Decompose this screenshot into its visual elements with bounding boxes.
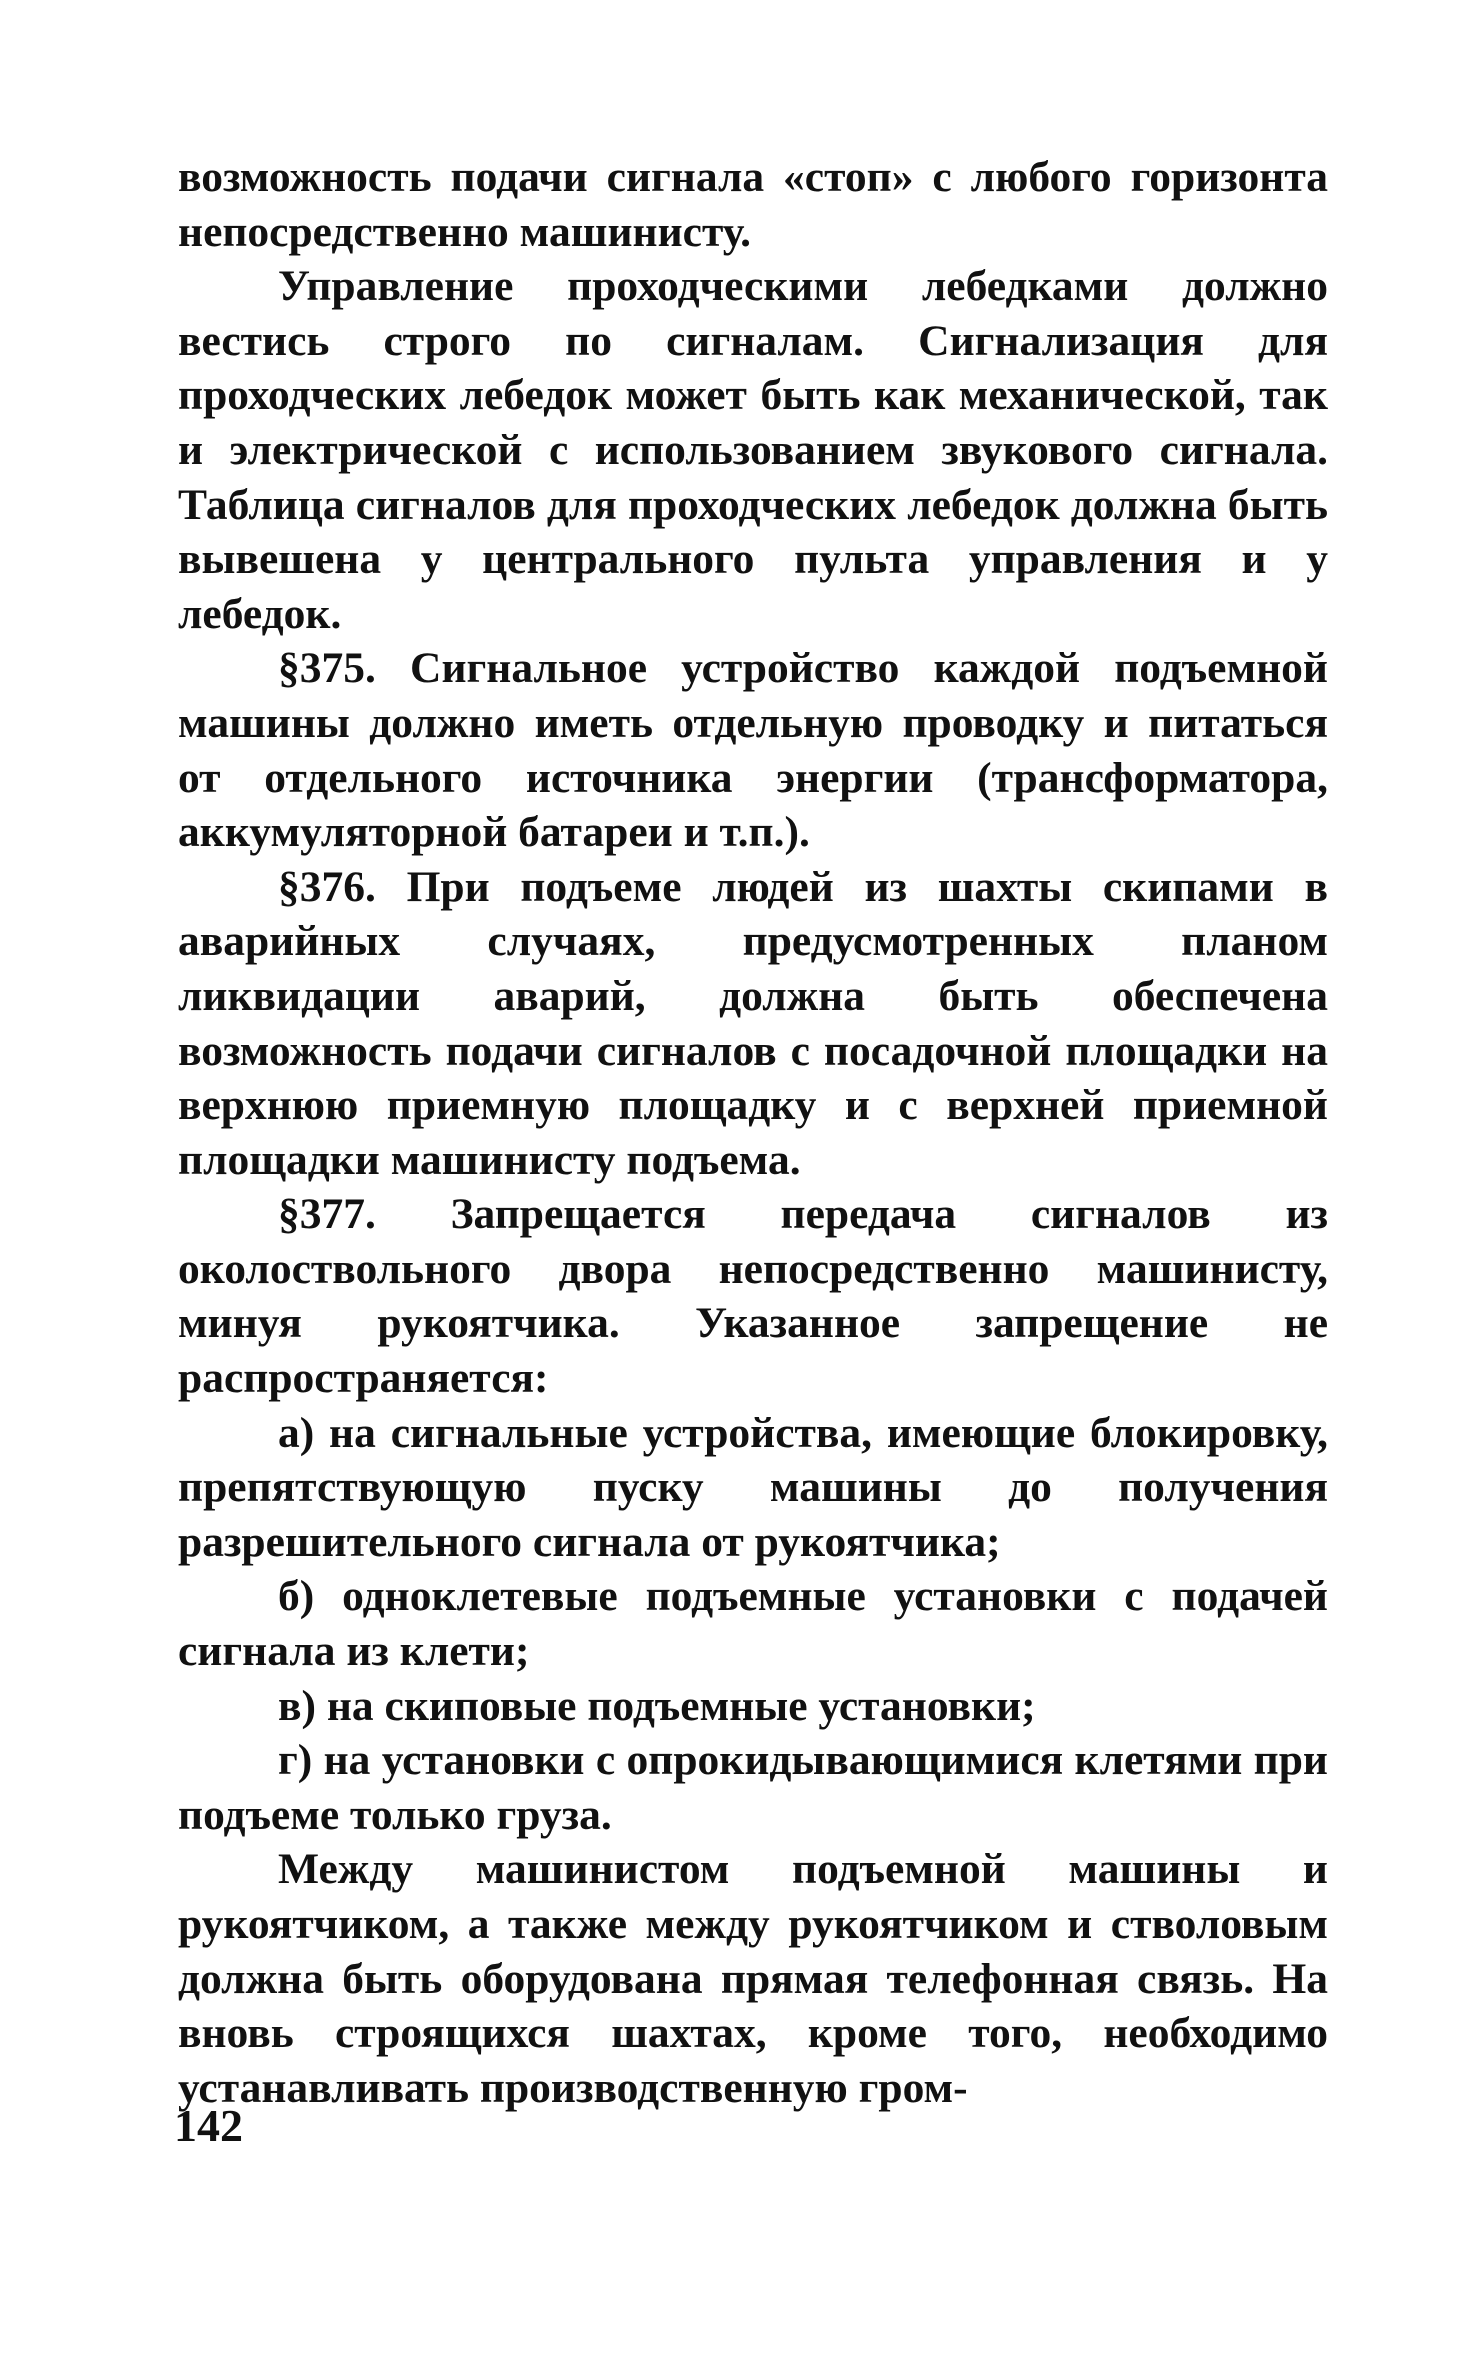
paragraph-winch-control: Управление проходческими лебедками должно вестись строго по сигналам. Сигнализация для проходческих лебедок может быть как механической, так и электрической с использованием звукового сигнала. Таблица сигналов для проходческих лебедок должна быть вывешена у центрального пульта управления и у лебедок. — [178, 262, 1328, 638]
paragraph-section-377: §377. Запрещается передача сигналов из околоствольного двора непосредственно машинисту, минуя рукоятчика. Указанное запрещение не распространяется: — [178, 1190, 1328, 1403]
list-item-b: б) одноклетевые подъемные установки с подачей сигнала из клети; — [178, 1572, 1328, 1676]
list-item-a: а) на сигнальные устройства, имеющие блокировку, препятствующую пуску машины до получения разрешительного сигнала от рукоятчика; — [178, 1408, 1328, 1566]
paragraph-section-376: §376. При подъеме людей из шахты скипами в аварийных случаях, предусмотренных планом ликвидации аварий, должна быть обеспечена возможность подачи сигналов с посадочной площадки на верхнюю приемную площадку и с верхней приемной площадки машинисту подъема. — [178, 862, 1328, 1184]
page-number: 142 — [174, 2100, 243, 2151]
list-item-g: г) на установки с опрокидывающимися клетями при подъеме только груза. — [178, 1736, 1328, 1839]
list-item-v: в) на скиповые подъемные установки; — [278, 1681, 1036, 1730]
paragraph-continuation: возможность подачи сигнала «стоп» с любого горизонта непосредственно машинисту. — [178, 153, 1328, 256]
paragraph-telephone-link: Между машинистом подъемной машины и рукоятчиком, а также между рукоятчиком и стволовым должна быть оборудована прямая телефонная связь. На вновь строящихся шахтах, кроме того, необходимо устанавливать производственную гром- — [178, 1845, 1328, 2112]
paragraph-section-375: §375. Сигнальное устройство каждой подъемной машины должно иметь отдельную проводку и питаться от отдельного источника энергии (трансформатора, аккумуляторной батареи и т.п.). — [178, 644, 1328, 857]
page-body — [178, 150, 1328, 2115]
